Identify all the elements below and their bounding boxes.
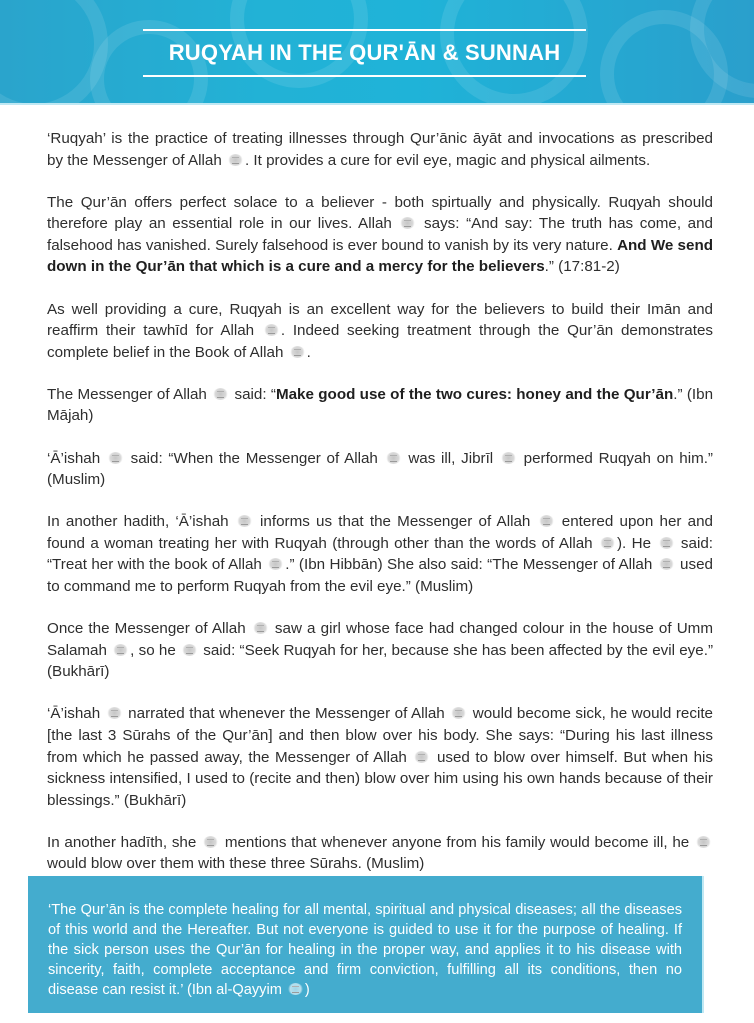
salallahu-alayhi-wasallam-icon [213, 388, 228, 400]
page-title: RUQYAH IN THE QUR'ĀN & SUNNAH [168, 40, 561, 65]
text-run: ‘The Qur’ān is the complete healing for all mental, spiritual and physical diseases; all the diseases of this world and the Hereafter. But not everyone is guided to use it for the purpose of healing. If the sick person uses the Qur’ān for healing in the proper way, and applies it to his disease with sincerity, faith, complete acceptance and firm conviction, fulfilling all its conditions, then no disease can resist it.’ (Ibn al-Qayyim [48, 902, 682, 998]
article-body [47, 128, 713, 896]
subhanahu-wa-taala-icon [400, 217, 415, 229]
paragraph [47, 832, 713, 875]
quote-box [28, 876, 704, 1013]
title-frame [143, 29, 586, 77]
radiallahu-anha-icon [237, 515, 252, 527]
text-run: .” (17:81-2) [544, 258, 620, 276]
text-run: .” (Ibn Mājah) [47, 385, 714, 425]
text-run: was ill, Jibrīl [402, 449, 499, 467]
subhanahu-wa-taala-icon [264, 324, 279, 336]
salallahu-alayhi-wasallam-icon [253, 622, 268, 634]
text-run: In another hadith, ‘Ā’ishah [47, 513, 235, 531]
text-run: informs us that the Messenger of Allah [253, 513, 537, 531]
text-run: used to command me to perform Ruqyah from the evil eye.” (Muslim) [47, 556, 713, 595]
salallahu-alayhi-wasallam-icon [414, 751, 429, 763]
paragraph [47, 128, 713, 171]
subhanahu-wa-taala-icon [268, 558, 283, 570]
text-run: mentions that whenever anyone from his family would become ill, he [220, 833, 694, 851]
text-run: As well providing a cure, Ruqyah is an excellent way for the believers to build their Imān and reaffirm their tawhīd for Allah [47, 300, 713, 340]
paragraph [47, 299, 713, 364]
text-run: would become sick, he would recite [the last 3 Sūrahs of the Qur’ān] and then blow over his body. She says: “During his last illness from which he passed away, the Messenger of Allah [47, 705, 713, 766]
text-run: would blow over them with these three Sūrahs. (Muslim) [47, 855, 425, 873]
text-run: said: “ [230, 385, 276, 403]
radiallahu-anha-icon [107, 707, 122, 719]
text-run: ‘Ruqyah’ is the practice of treating illnesses through Qur’ānic āyāt and invocations as prescribed by the Messenger of Allah [47, 130, 713, 169]
paragraph [47, 511, 713, 597]
radiallahu-anha-icon [113, 644, 128, 656]
text-run: saw a girl whose face had changed colour in the house of Umm Salamah [47, 620, 713, 659]
salallahu-alayhi-wasallam-icon [386, 452, 401, 464]
text-run: ). He [617, 534, 657, 552]
salallahu-alayhi-wasallam-icon [182, 644, 197, 656]
radiallahu-anha-icon [108, 452, 123, 464]
page-header-banner [0, 0, 754, 105]
text-run: The Qur’ān offers perfect solace to a believer - both spirtually and physically. Ruqyah should therefore play an essential role in our lives. Allah [47, 193, 713, 233]
bold-emphasis: Make good use of the two cures: honey and the Qur’ān [275, 385, 674, 403]
subhanahu-wa-taala-icon [600, 537, 615, 549]
text-run: The Messenger of Allah [47, 385, 212, 403]
text-run: said: “When the Messenger of Allah [124, 449, 384, 467]
paragraph [47, 448, 713, 491]
paragraph [47, 618, 713, 683]
text-run: Once the Messenger of Allah [47, 620, 251, 638]
text-run: ‘Ā’ishah [47, 705, 105, 723]
text-run: performed Ruqyah on him.” (Muslim) [47, 449, 713, 489]
text-run: ) [304, 982, 310, 998]
text-run: . Indeed seeking treatment through the Qur’ān demonstrates complete belief in the Book of Allah [47, 322, 714, 361]
paragraph [47, 384, 713, 427]
salallahu-alayhi-wasallam-icon [659, 558, 674, 570]
salallahu-alayhi-wasallam-icon [451, 707, 466, 719]
alayhis-salam-icon [501, 452, 516, 464]
paragraph [47, 703, 713, 811]
radiallahu-anha-icon [203, 836, 218, 848]
ibn-al-qayyim-quote [48, 900, 682, 1000]
text-run: .” (Ibn Hibbān) She also said: “The Messenger of Allah [285, 556, 657, 574]
text-run: . It provides a cure for evil eye, magic and physical ailments. [244, 151, 651, 169]
text-run: ‘Ā’ishah [47, 449, 106, 467]
text-run: said: “Seek Ruqyah for her, because she has been affected by the evil eye.” (Bukhārī) [47, 641, 713, 681]
rahimahullah-icon [288, 983, 303, 995]
text-run: . [306, 343, 311, 361]
text-run: narrated that whenever the Messenger of Allah [123, 705, 450, 723]
text-run: used to blow over himself. But when his sickness intensified, I used to (recite and then) blow over him using his own hands because of their blessings.” (Bukhārī) [47, 748, 713, 809]
salallahu-alayhi-wasallam-icon [539, 515, 554, 527]
text-run: says: “And say: The truth has come, and falsehood has vanished. Surely falsehood is ever bound to vanish by its very nature. [47, 215, 714, 254]
text-run: entered upon her and found a woman treating her with Ruqyah (through other than the words of Allah [47, 513, 714, 552]
text-run: , so he [130, 641, 181, 659]
text-run: said: “Treat her with the book of Allah [47, 534, 713, 574]
salallahu-alayhi-wasallam-icon [228, 154, 243, 166]
text-run: In another hadīth, she [47, 833, 202, 851]
salallahu-alayhi-wasallam-icon [659, 537, 674, 549]
subhanahu-wa-taala-icon [290, 346, 305, 358]
bold-emphasis: And We send down in the Qur’ān that which is a cure and a mercy for the believers [47, 236, 714, 276]
salallahu-alayhi-wasallam-icon [696, 836, 711, 848]
paragraph [47, 192, 713, 278]
